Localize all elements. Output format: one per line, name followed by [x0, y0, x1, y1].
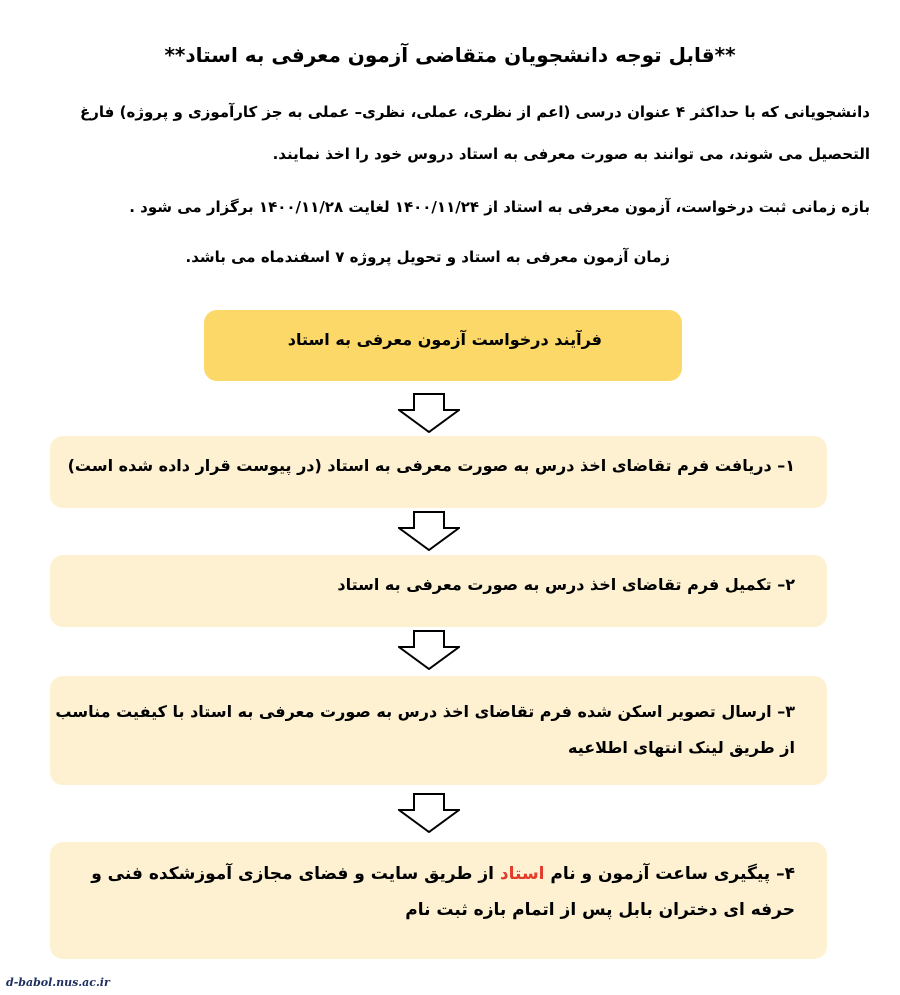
- step-1-box: [50, 436, 827, 508]
- down-arrow-icon: [398, 511, 460, 551]
- step-4-label-start: ۴– پیگیری ساعت آزمون و نام: [544, 864, 795, 884]
- step-4-highlight-ostad: استاد: [499, 864, 545, 884]
- down-arrow-icon: [398, 393, 460, 433]
- process-header-box: [204, 310, 682, 381]
- watermark-url: d-babol.nus.ac.ir: [6, 976, 110, 989]
- down-arrow-icon: [398, 793, 460, 833]
- eligibility-paragraph: دانشجویانی که با حداکثر ۴ عنوان درسی (اعم از نظری، عملی، نظری– عملی به جز کارآموزی و پروژه) فارغ التحصیل می شوند، می توانند به صورت معرفی به استاد دروس خود را اخذ نمایند.: [80, 103, 870, 163]
- step-4-box: [50, 842, 827, 959]
- process-header-label: فرآیند درخواست آزمون معرفی به استاد: [287, 330, 602, 349]
- step-3-box: [50, 676, 827, 785]
- registration-period-paragraph: بازه زمانی ثبت درخواست، آزمون معرفی به استاد از ۱۴۰۰/۱۱/۲۴ لغایت ۱۴۰۰/۱۱/۲۸ برگزار می شود .: [129, 198, 870, 216]
- step-4-label-end: از طریق سایت و فضای مجازی آموزشکده فنی و حرفه ای دختران بابل پس از اتمام بازه ثبت نام: [91, 864, 795, 920]
- page-title: **قابل توجه دانشجویان متقاضی آزمون معرفی به استاد**: [164, 43, 736, 67]
- step-2-box: [50, 555, 827, 627]
- step-3-label: ۳– ارسال تصویر اسکن شده فرم تقاضای اخذ درس به صورت معرفی به استاد با کیفیت مناسب از طریق لینک انتهای اطلاعیه: [55, 702, 795, 757]
- down-arrow-icon: [398, 630, 460, 670]
- site-watermark: [0, 960, 110, 995]
- step-2-label: ۲– تکمیل فرم تقاضای اخذ درس به صورت معرفی به استاد: [337, 575, 795, 594]
- step-1-label: ۱– دریافت فرم تقاضای اخذ درس به صورت معرفی به استاد (در پیوست قرار داده شده است): [67, 456, 795, 475]
- exam-date-paragraph: زمان آزمون معرفی به استاد و تحویل پروژه ۷ اسفندماه می باشد.: [185, 248, 670, 266]
